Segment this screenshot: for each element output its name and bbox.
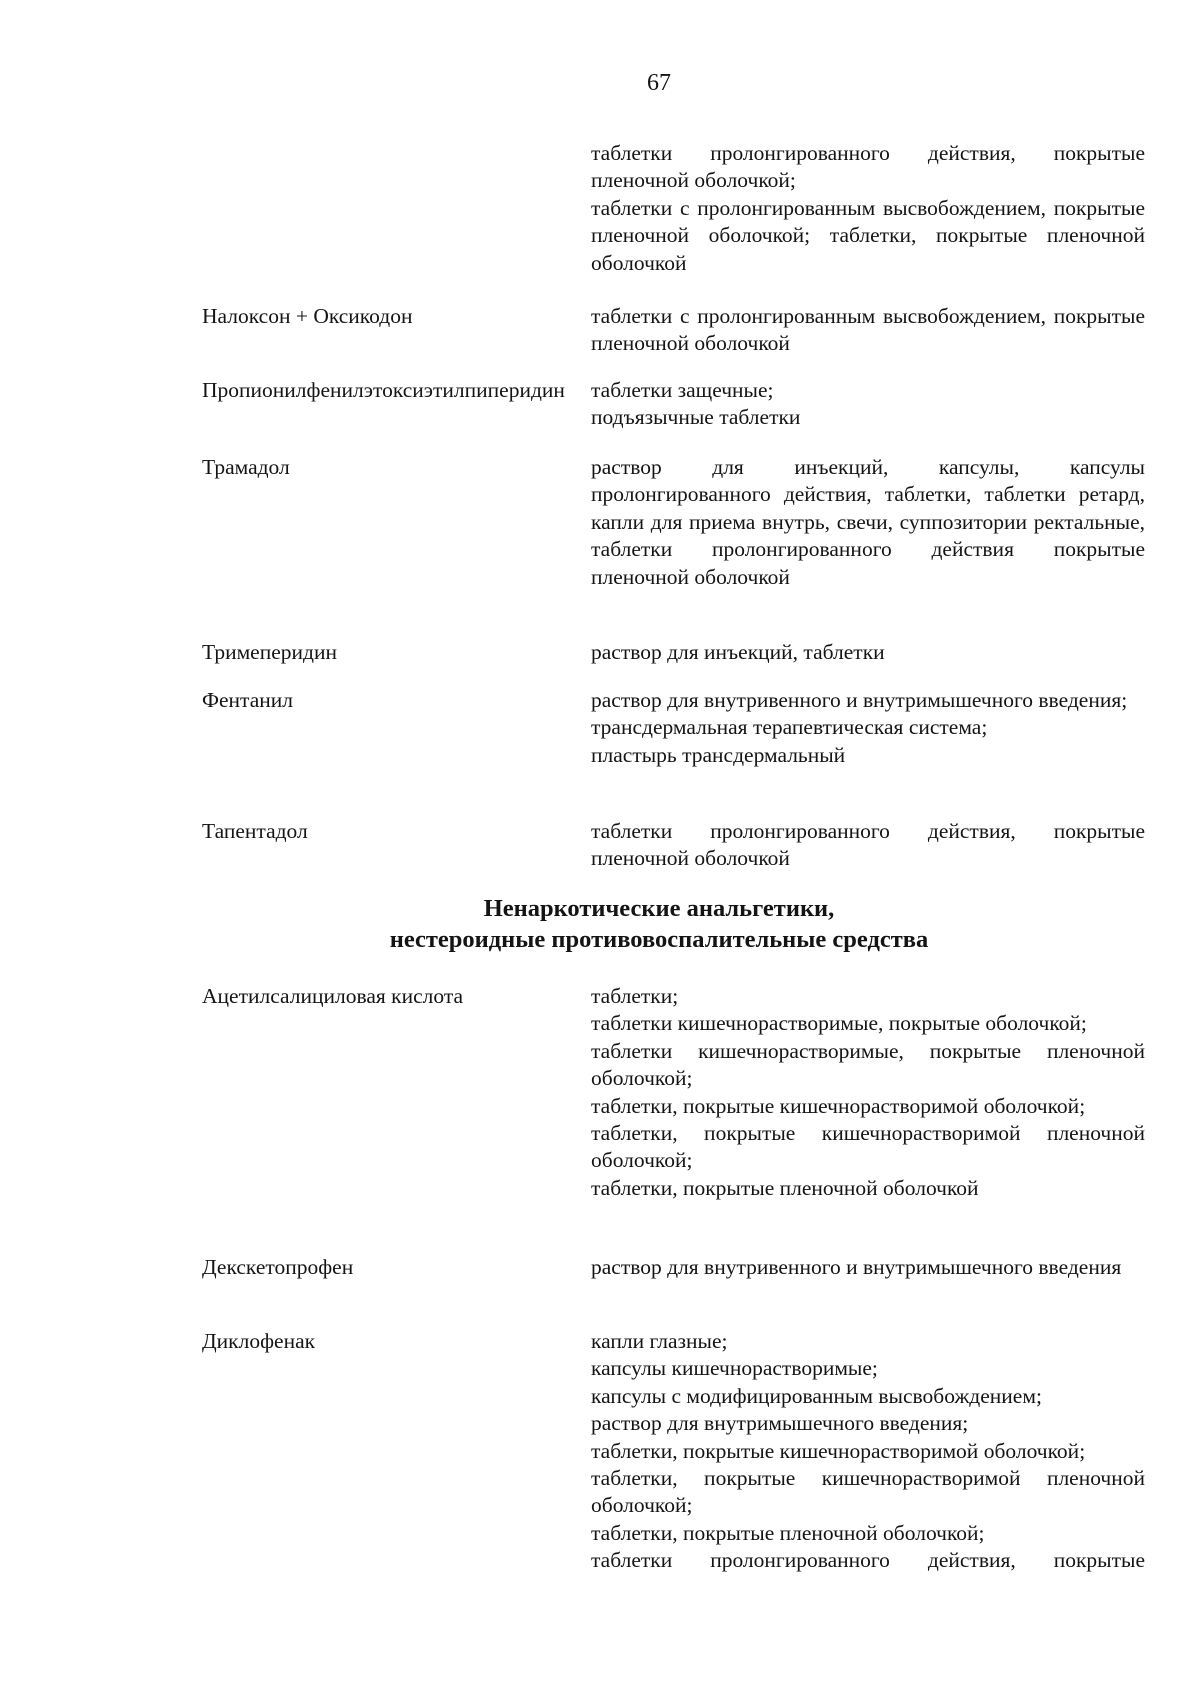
section-heading-line: Ненаркотические анальгетики, xyxy=(483,895,835,922)
dosage-form: таблетки, покрытые пленочной оболочкой xyxy=(591,1175,979,1200)
dosage-form: таблетки, покрытые кишечнорастворимой пленочной оболочкой; xyxy=(591,1121,1145,1173)
dosage-forms xyxy=(591,303,1145,358)
dosage-forms xyxy=(591,377,1145,432)
dosage-form: раствор для внутривенного и внутримышечного введения; xyxy=(591,688,1128,712)
dosage-forms xyxy=(591,1254,1145,1281)
dosage-form: раствор для внутривенного и внутримышечного введения xyxy=(591,1255,1122,1279)
dosage-forms xyxy=(591,639,1145,666)
page-number: 67 xyxy=(647,70,671,96)
dosage-forms xyxy=(591,140,1145,277)
dosage-form: таблетки, покрытые кишечнорастворимой оболочкой; xyxy=(591,1438,1086,1463)
dosage-form: трансдермальная терапевтическая система; xyxy=(591,715,988,740)
dosage-form: таблетки пролонгированного действия, покрытые xyxy=(591,1548,1145,1573)
dosage-forms xyxy=(591,687,1145,769)
drug-name: Пропионилфенилэтоксиэтилпиперидин xyxy=(202,378,565,402)
section-heading-line: нестероидные противовоспалительные средства xyxy=(389,926,929,953)
drug-name: Диклофенак xyxy=(202,1329,316,1353)
dosage-forms xyxy=(591,983,1145,1202)
dosage-form: таблетки; xyxy=(591,984,679,1008)
dosage-form: пластырь трансдермальный xyxy=(591,742,846,767)
dosage-form: подъязычные таблетки xyxy=(591,405,801,430)
dosage-form: таблетки защечные; xyxy=(591,378,774,402)
dosage-forms xyxy=(591,1328,1145,1575)
dosage-form: таблетки пролонгированного действия, покрытые пленочной оболочкой xyxy=(591,819,1145,871)
drug-name: Фентанил xyxy=(202,688,293,712)
drug-name: Трамадол xyxy=(202,455,290,479)
dosage-form: таблетки кишечнорастворимые, покрытые оболочкой; xyxy=(591,1011,1087,1036)
dosage-form: таблетки пролонгированного действия, покрытые пленочной оболочкой; xyxy=(591,141,1145,193)
dosage-form: раствор для внутримышечного введения; xyxy=(591,1411,969,1436)
dosage-form: таблетки с пролонгированным высвобождением, покрытые пленочной оболочкой xyxy=(591,304,1145,356)
dosage-form: таблетки, покрытые пленочной оболочкой; xyxy=(591,1520,985,1545)
dosage-form: раствор для инъекций, капсулы, капсулы пролонгированного действия, таблетки, таблетки ретард, капли для приема внутрь, свечи, суппозитории ректальные, таблетки пролонгированного действия покрытые пленочной оболочкой xyxy=(591,455,1145,589)
drug-name: Налоксон + Оксикодон xyxy=(202,304,413,328)
drug-name: Ацетилсалициловая кислота xyxy=(202,984,464,1008)
dosage-form: таблетки, покрытые кишечнорастворимой оболочкой; xyxy=(591,1093,1086,1118)
dosage-forms xyxy=(591,818,1145,873)
dosage-form: таблетки кишечнорастворимые, покрытые пленочной оболочкой; xyxy=(591,1038,1145,1091)
dosage-form: капли глазные; xyxy=(591,1329,728,1353)
dosage-form: раствор для инъекций, таблетки xyxy=(591,640,885,664)
section-heading xyxy=(0,893,1200,955)
dosage-form: капсулы кишечнорастворимые; xyxy=(591,1356,878,1381)
dosage-form: таблетки с пролонгированным высвобождением, покрытые пленочной оболочкой; таблетки, покрытые пленочной оболочкой xyxy=(591,195,1145,275)
drug-name: Декскетопрофен xyxy=(202,1255,354,1279)
drug-name: Тримеперидин xyxy=(202,640,337,664)
dosage-form: таблетки, покрытые кишечнорастворимой пленочной оболочкой; xyxy=(591,1466,1145,1518)
dosage-forms xyxy=(591,454,1145,591)
drug-name: Тапентадол xyxy=(202,819,308,843)
dosage-form: капсулы с модифицированным высвобождением; xyxy=(591,1383,1042,1408)
